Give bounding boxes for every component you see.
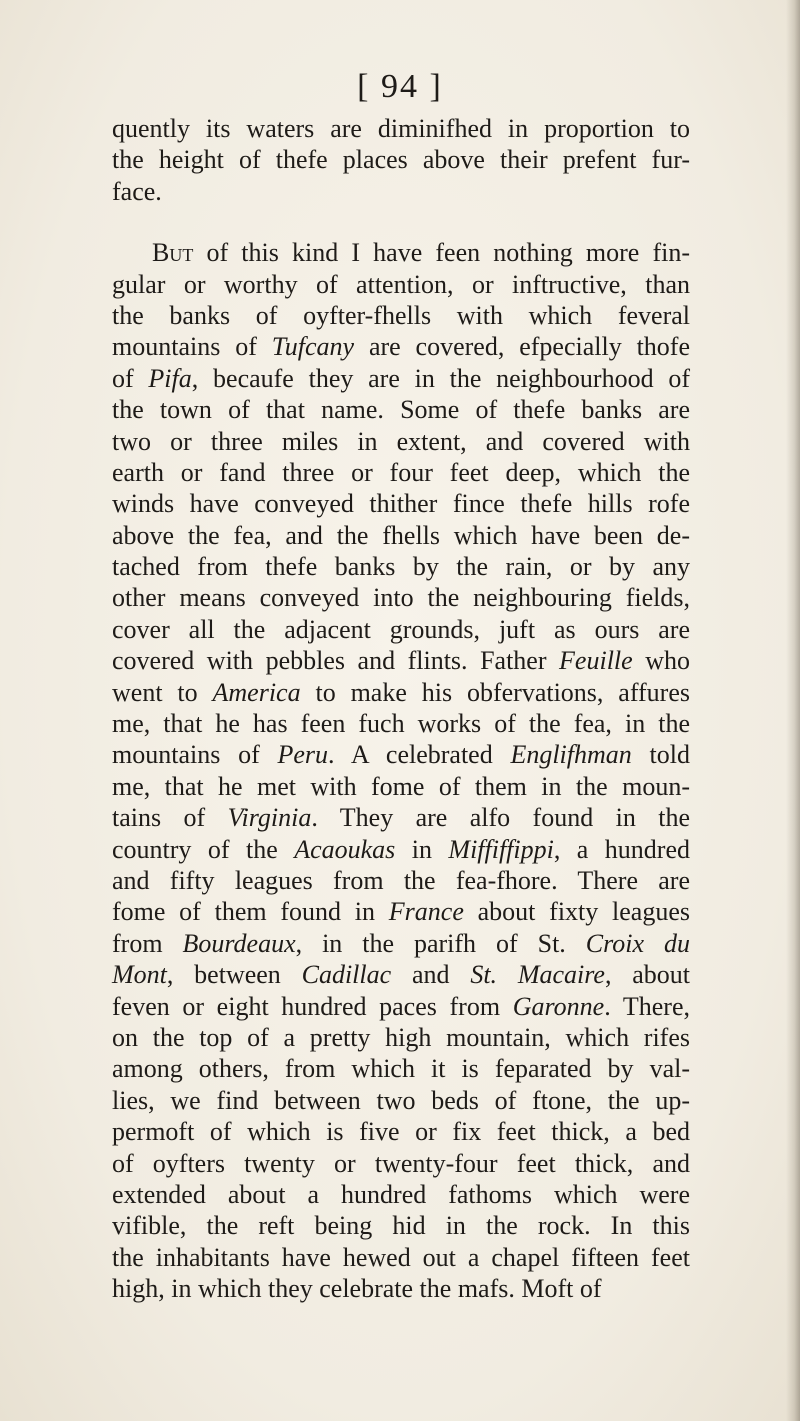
text-line: tains of Virginia. They are alfo found in the xyxy=(112,803,690,833)
text-line: permoft of which is five or fix feet thick, a bed xyxy=(112,1117,690,1147)
text-line: me, that he has feen fuch works of the fea, in the xyxy=(112,709,690,739)
text-line: mountains of Tufcany are covered, efpecially thofe xyxy=(112,332,690,362)
text-line: feven or eight hundred paces from Garonne. There, xyxy=(112,991,690,1021)
text-line: other means conveyed into the neighbouring fields, xyxy=(112,583,690,613)
small-caps-lead: But xyxy=(152,238,194,268)
text-line: two or three miles in extent, and covered with xyxy=(112,426,690,456)
text-line: and fifty leagues from the fea-fhore. There are xyxy=(112,865,690,895)
italic-place: Peru xyxy=(277,740,329,770)
text-line: from Bourdeaux, in the parifh of St. Croix du xyxy=(112,928,690,958)
text-line: extended about a hundred fathoms which were xyxy=(112,1179,690,1209)
text-line: quently its waters are diminifhed in proportion to xyxy=(112,114,690,143)
text-line: the inhabitants have hewed out a chapel fifteen feet xyxy=(112,1242,690,1272)
text-line: vifible, the reft being hid in the rock. In this xyxy=(112,1211,690,1241)
text-line: went to America to make his obfervations, affures xyxy=(112,677,690,707)
page-edge-shadow xyxy=(786,0,800,1421)
italic-name: Feuille xyxy=(559,646,633,676)
italic-place: Miffiffippi xyxy=(448,834,554,864)
text-line: high, in which they celebrate the mafs. Moft of xyxy=(112,1274,602,1304)
text-line: the town of that name. Some of thefe banks are xyxy=(112,395,690,425)
italic-place: St. Macaire xyxy=(470,960,605,990)
italic-place: Cadillac xyxy=(301,960,392,990)
italic-name: Englifhman xyxy=(510,740,632,770)
text-line: fome of them found in France about fixty leagues xyxy=(112,897,690,927)
text-line: tached from thefe banks by the rain, or by any xyxy=(112,552,690,582)
text-line: of oyfters twenty or twenty-four feet thick, and xyxy=(112,1148,690,1178)
text-line: earth or fand three or four feet deep, which the xyxy=(112,457,690,487)
italic-place: Tufcany xyxy=(271,332,355,362)
text-line: among others, from which it is feparated by val- xyxy=(112,1054,690,1084)
text-line: winds have conveyed thither fince thefe hills rofe xyxy=(112,489,690,519)
page-number: [ 94 ] xyxy=(357,68,443,105)
text-line: of Pifa, becaufe they are in the neighbourhood of xyxy=(112,363,690,393)
italic-place: Croix du xyxy=(585,928,690,958)
text-line: above the fea, and the fhells which have been de- xyxy=(112,520,690,550)
text-line: face. xyxy=(112,176,162,206)
page-text xyxy=(112,113,690,1304)
text-line: the banks of oyfter-fhells with which feveral xyxy=(112,300,690,330)
text-line: lies, we find between two beds of ftone, the up- xyxy=(112,1085,690,1115)
text-line: the height of thefe places above their prefent fur- xyxy=(112,145,690,175)
text-line: on the top of a pretty high mountain, which rifes xyxy=(112,1022,690,1052)
text-line: cover all the adjacent grounds, juft as ours are xyxy=(112,614,690,644)
italic-place: Pifa xyxy=(148,363,192,393)
text-line: covered with pebbles and flints. Father Feuille who xyxy=(112,646,690,676)
italic-place: Garonne xyxy=(512,991,605,1021)
italic-place: France xyxy=(388,897,464,927)
text-line: mountains of Peru. A celebrated Englifhman told xyxy=(112,740,690,770)
italic-place: Virginia xyxy=(227,803,312,833)
italic-place: Mont xyxy=(112,960,167,990)
text-line: Mont, between Cadillac and St. Macaire, about xyxy=(112,960,691,990)
italic-place: America xyxy=(212,677,301,707)
text-line: But of this kind I have feen nothing more fin- xyxy=(152,238,690,268)
italic-place: Bourdeaux xyxy=(182,928,296,958)
text-line: gular or worthy of attention, or inftructive, than xyxy=(112,269,690,299)
text-line: country of the Acaoukas in Miffiffippi, a hundred xyxy=(112,834,690,864)
text-line: me, that he met with fome of them in the moun- xyxy=(112,771,690,801)
italic-name: Acaoukas xyxy=(294,834,396,864)
